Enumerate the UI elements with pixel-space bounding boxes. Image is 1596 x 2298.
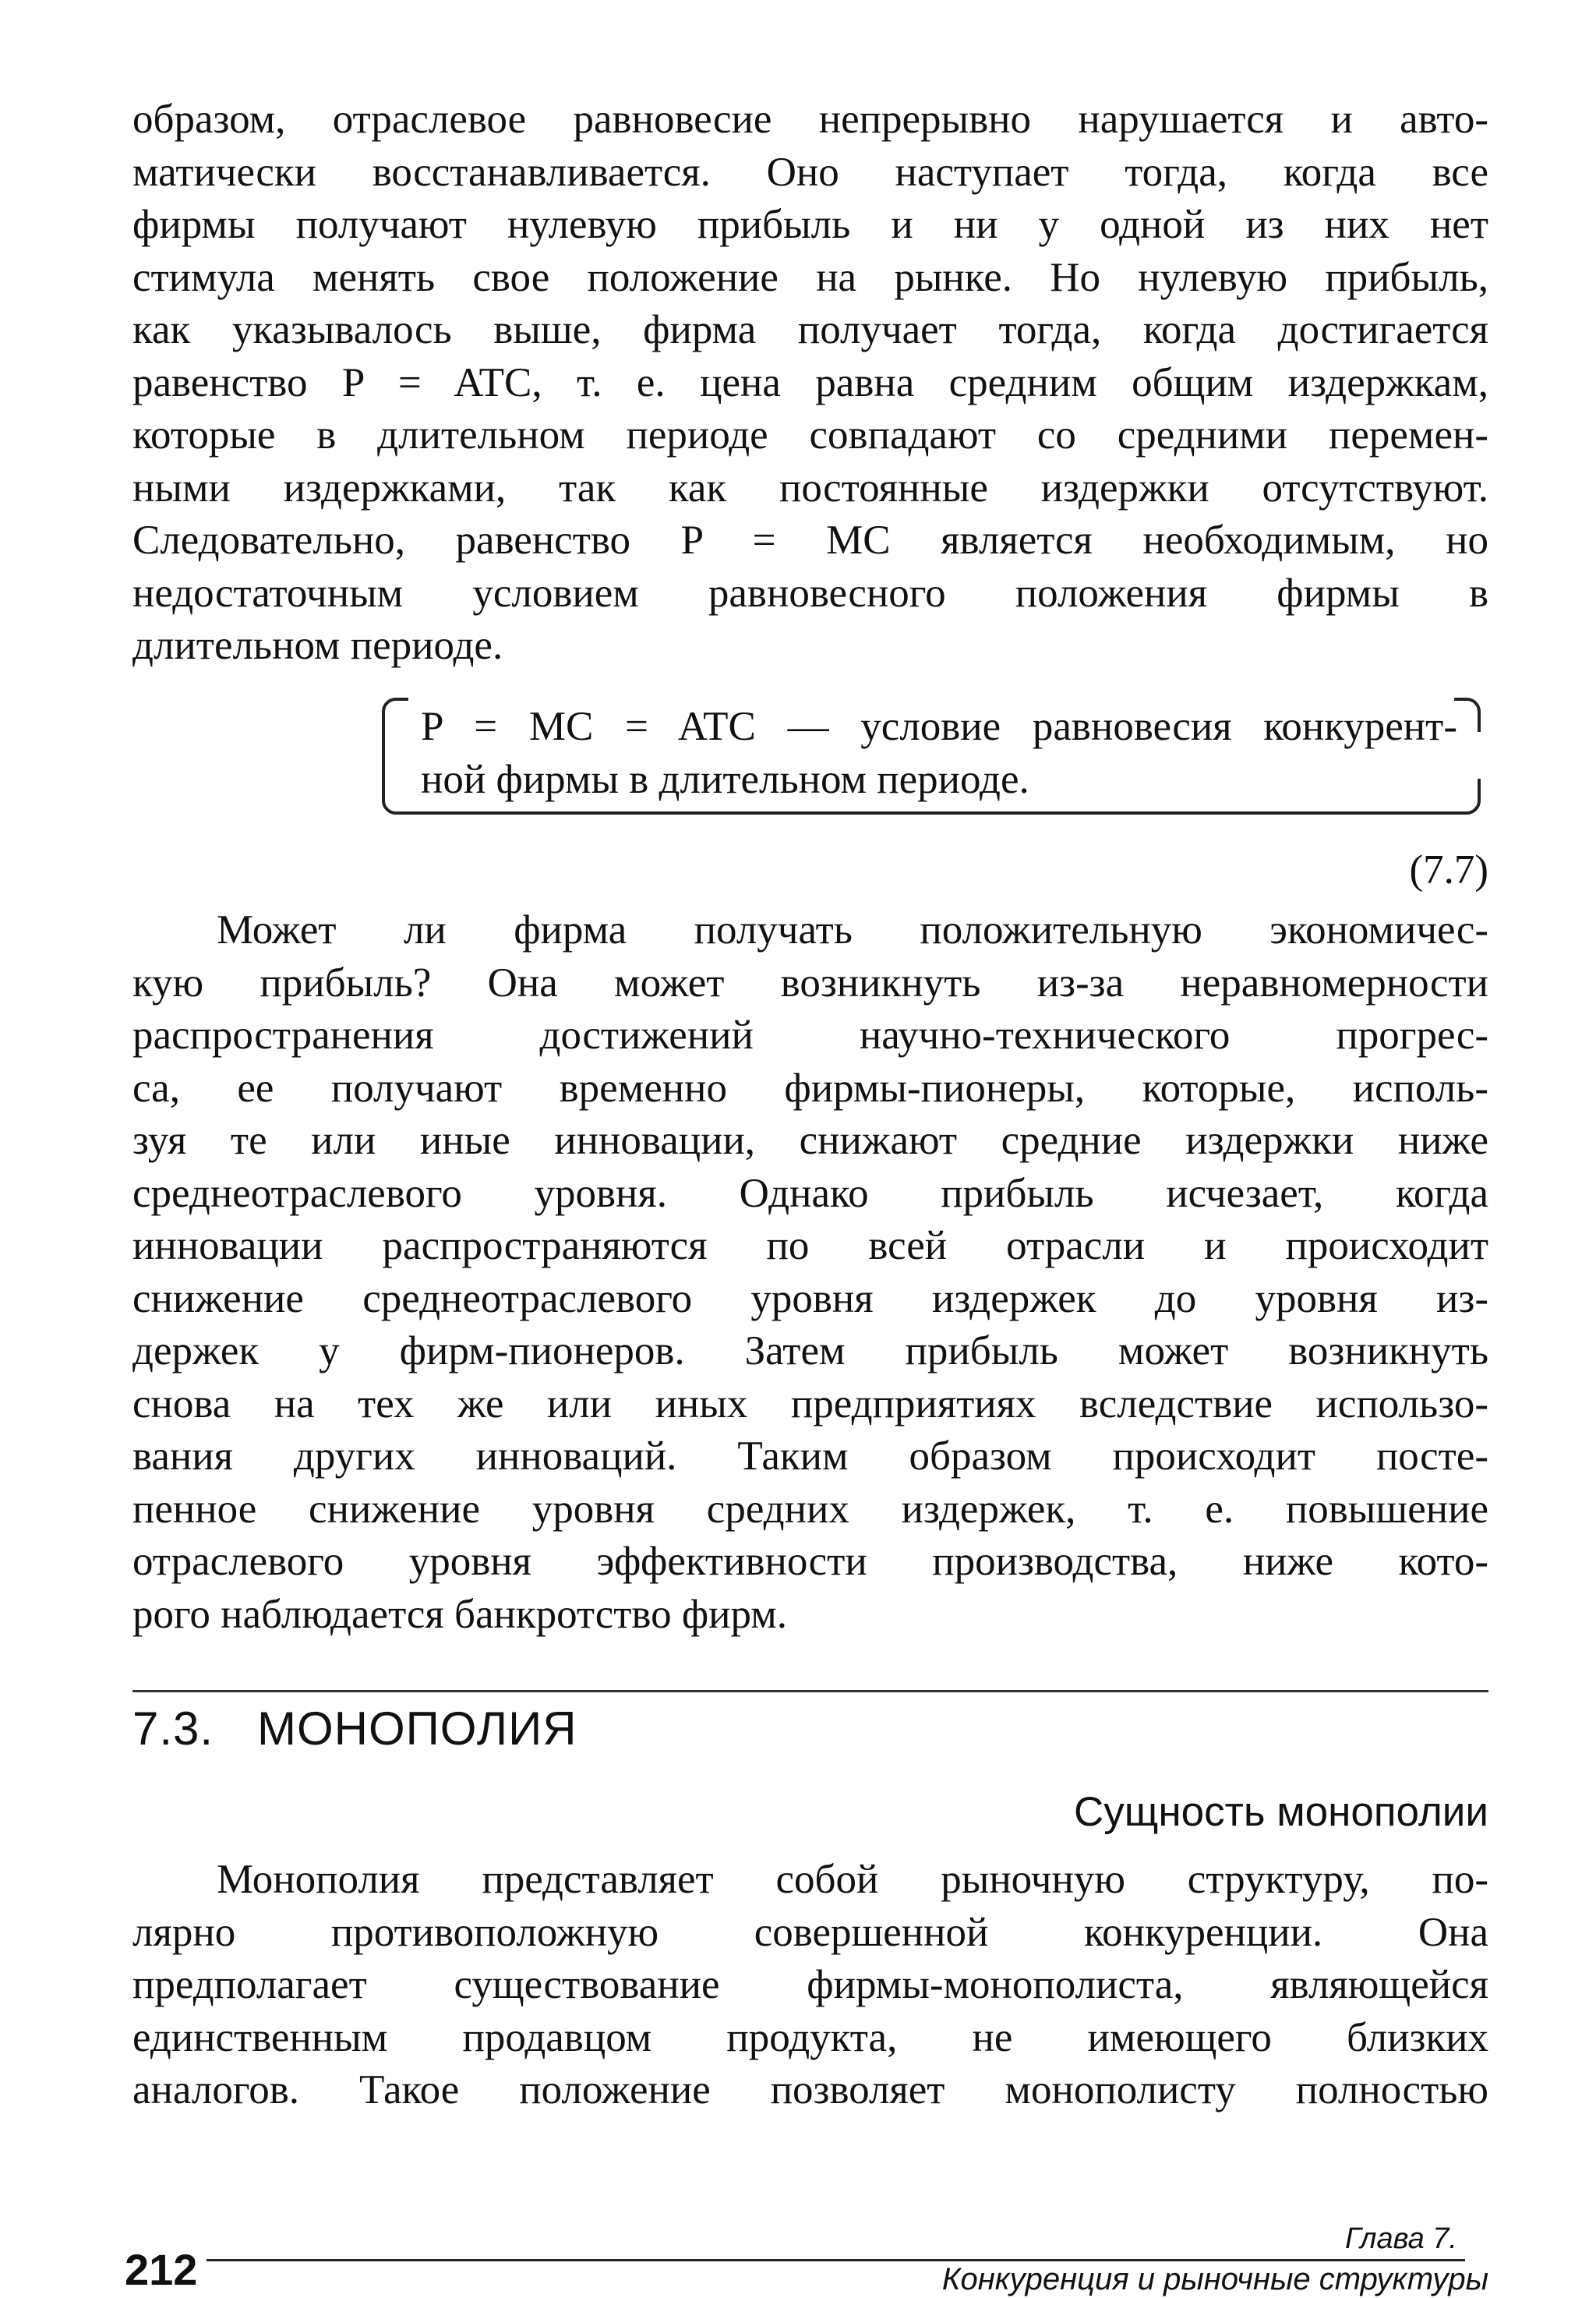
section-title: МОНОПОЛИЯ (257, 1702, 577, 1755)
paragraph-1 (132, 94, 1488, 673)
rule-line: P = MC = ATC — условие равновесия конкурент- (421, 704, 1457, 749)
text-line: пенное снижение уровня средних издержек, т. е. повышение (132, 1486, 1488, 1532)
text-line: распространения достижений научно-технического прогрес- (132, 1013, 1488, 1058)
text-line: держек у фирм-пионеров. Затем прибыль может возникнуть (132, 1328, 1488, 1373)
text-line: рого наблюдается банкротство фирм. (132, 1591, 788, 1637)
text-line: инновации распространяются по всей отрасли и происходит (132, 1223, 1488, 1268)
text-line: вания других инноваций. Таким образом происходит посте- (132, 1434, 1488, 1479)
text-line: фирмы получают нулевую прибыль и ни у одной из них нет (132, 202, 1488, 247)
paragraph-3 (132, 1854, 1488, 2117)
text-line: которые в длительном периоде совпадают со средними перемен- (132, 412, 1488, 458)
section-divider (132, 1690, 1488, 1692)
text-line: матически восстанавливается. Оно наступает тогда, когда все (132, 149, 1488, 195)
text-line: образом, отраслевое равновесие непрерывно нарушается и авто- (132, 97, 1488, 142)
text-line: кую прибыль? Она может возникнуть из-за неравномерности (132, 960, 1488, 1006)
equation-number: (7.7) (1409, 847, 1488, 893)
equilibrium-condition-text (421, 700, 1457, 806)
text-line: са, ее получают временно фирмы-пионеры, которые, исполь- (132, 1065, 1488, 1111)
text-line: аналогов. Такое положение позволяет монополисту полностью (132, 2067, 1488, 2112)
subsection-heading: Сущность монополии (1073, 1789, 1488, 1835)
footer-chapter-title: Конкуренция и рыночные структуры (941, 2262, 1488, 2296)
text-line: единственным продавцом продукта, не имеющего близких (132, 2014, 1488, 2060)
text-line: среднеотраслевого уровня. Однако прибыль исчезает, когда (132, 1170, 1488, 1216)
text-line: лярно противоположную совершенной конкуренции. Она (132, 1909, 1488, 1955)
footer-chapter: Глава 7. (1345, 2222, 1457, 2255)
text-line: предполагает существование фирмы-монополиста, являющейся (132, 1962, 1488, 2007)
text-line: Следовательно, равенство P = MC является необходимым, но (132, 518, 1488, 563)
text-line: отраслевого уровня эффективности производства, ниже кото- (132, 1539, 1488, 1584)
text-line: недостаточным условием равновесного положения фирмы в (132, 570, 1488, 616)
text-line: как указывалось выше, фирма получает тогда, когда достигается (132, 307, 1488, 352)
text-line: Монополия представляет собой рыночную структуру, по- (217, 1857, 1488, 1902)
text-line: равенство P = ATC, т. е. цена равна средним общим издержкам, (132, 359, 1488, 405)
rule-line: ной фирмы в длительном периоде. (421, 757, 1029, 802)
text-line: снижение среднеотраслевого уровня издержек до уровня из- (132, 1275, 1488, 1321)
text-line: длительном периоде. (132, 623, 503, 668)
text-line: Может ли фирма получать положительную экономичес- (217, 907, 1488, 953)
paragraph-2 (132, 904, 1488, 1641)
section-heading (132, 1698, 577, 1760)
text-line: ными издержками, так как постоянные издержки отсутствуют. (132, 465, 1488, 511)
text-line: зуя те или иные инновации, снижают средние издержки ниже (132, 1118, 1488, 1163)
page-number: 212 (125, 2245, 207, 2295)
text-line: снова на тех же или иных предприятиях вследствие использо- (132, 1381, 1488, 1427)
text-line: стимула менять свое положение на рынке. Но нулевую прибыль, (132, 254, 1488, 300)
section-number: 7.3. (132, 1702, 214, 1755)
